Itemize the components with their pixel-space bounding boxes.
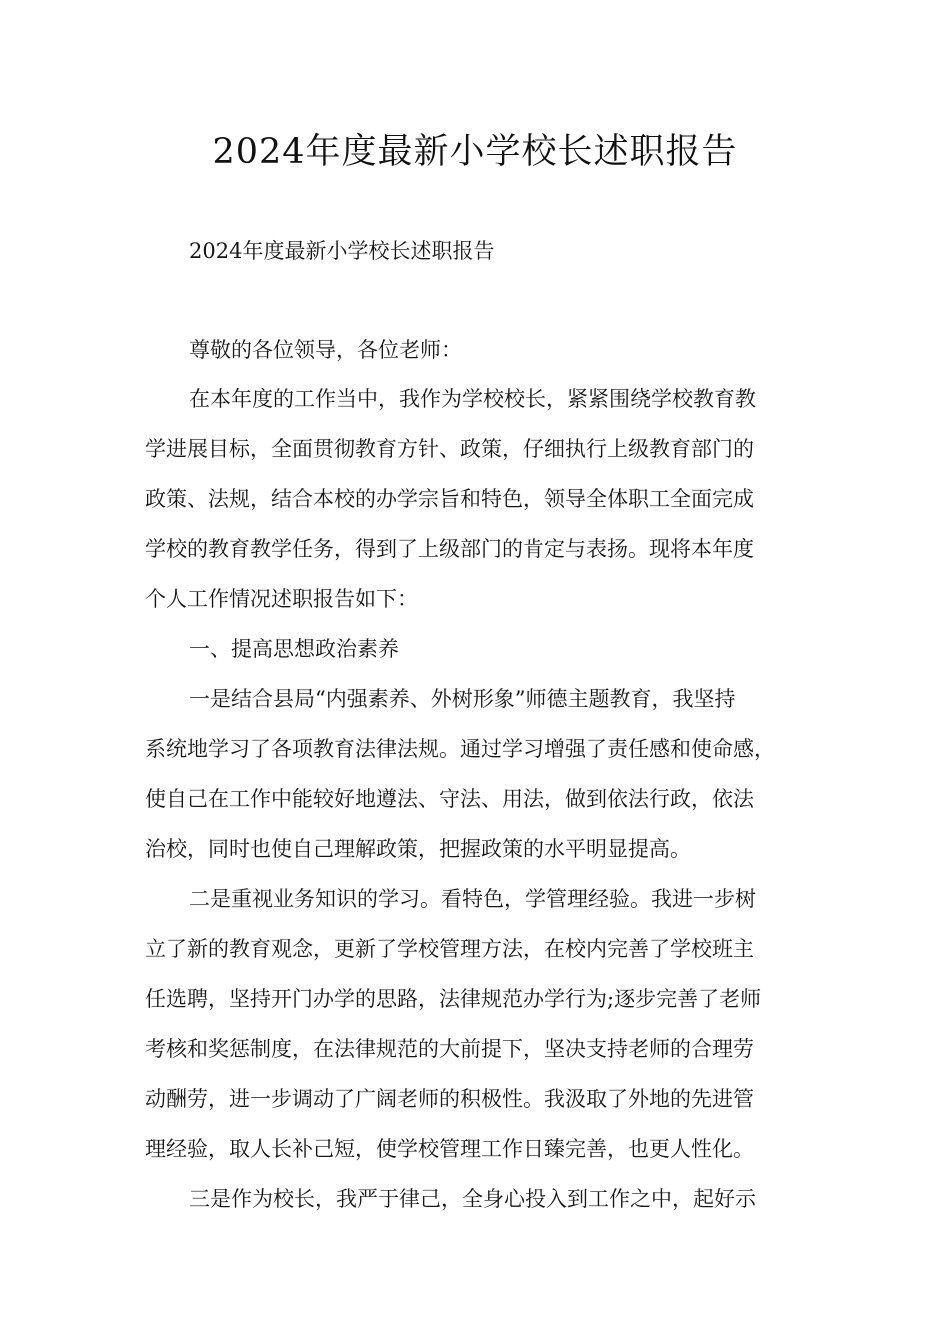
point-one-line: 系统地学习了各项教育法律法规。通过学习增强了责任感和使命感， bbox=[145, 737, 775, 761]
point-one-line: 治校，同时也使自己理解政策，把握政策的水平明显提高。 bbox=[145, 837, 691, 861]
intro-line: 学进展目标，全面贯彻教育方针、政策，仔细执行上级教育部门的 bbox=[145, 437, 754, 461]
point-two-line: 动酬劳，进一步调动了广阔老师的积极性。我汲取了外地的先进管 bbox=[145, 1087, 754, 1111]
point-two-line: 考核和奖惩制度，在法律规范的大前提下，坚决支持老师的合理劳 bbox=[145, 1037, 754, 1061]
point-one-line: 使自己在工作中能较好地遵法、守法、用法，做到依法行政，依法 bbox=[145, 787, 754, 811]
point-two-line: 立了新的教育观念，更新了学校管理方法，在校内完善了学校班主 bbox=[145, 937, 754, 961]
document-subtitle: 2024年度最新小学校长述职报告 bbox=[189, 239, 495, 263]
intro-line: 个人工作情况述职报告如下： bbox=[145, 587, 418, 611]
point-one-line: 一是结合县局“内强素养、外树形象”师德主题教育，我坚持 bbox=[189, 687, 736, 711]
point-three-line: 三是作为校长，我严于律己，全身心投入到工作之中，起好示 bbox=[189, 1187, 756, 1211]
point-two-line: 任选聘，坚持开门办学的思路，法律规范办学行为;逐步完善了老师 bbox=[145, 987, 762, 1011]
document-title: 2024年度最新小学校长述职报告 bbox=[212, 132, 738, 172]
greeting: 尊敬的各位领导，各位老师： bbox=[189, 338, 462, 362]
point-two-line: 二是重视业务知识的学习。看特色，学管理经验。我进一步树 bbox=[189, 887, 756, 911]
point-two-line: 理经验，取人长补己短，使学校管理工作日臻完善，也更人性化。 bbox=[145, 1137, 754, 1161]
intro-line: 政策、法规，结合本校的办学宗旨和特色，领导全体职工全面完成 bbox=[145, 487, 754, 511]
intro-line: 在本年度的工作当中，我作为学校校长，紧紧围绕学校教育教 bbox=[189, 387, 756, 411]
section-heading: 一、提高思想政治素养 bbox=[189, 637, 399, 661]
intro-line: 学校的教育教学任务，得到了上级部门的肯定与表扬。现将本年度 bbox=[145, 537, 754, 561]
